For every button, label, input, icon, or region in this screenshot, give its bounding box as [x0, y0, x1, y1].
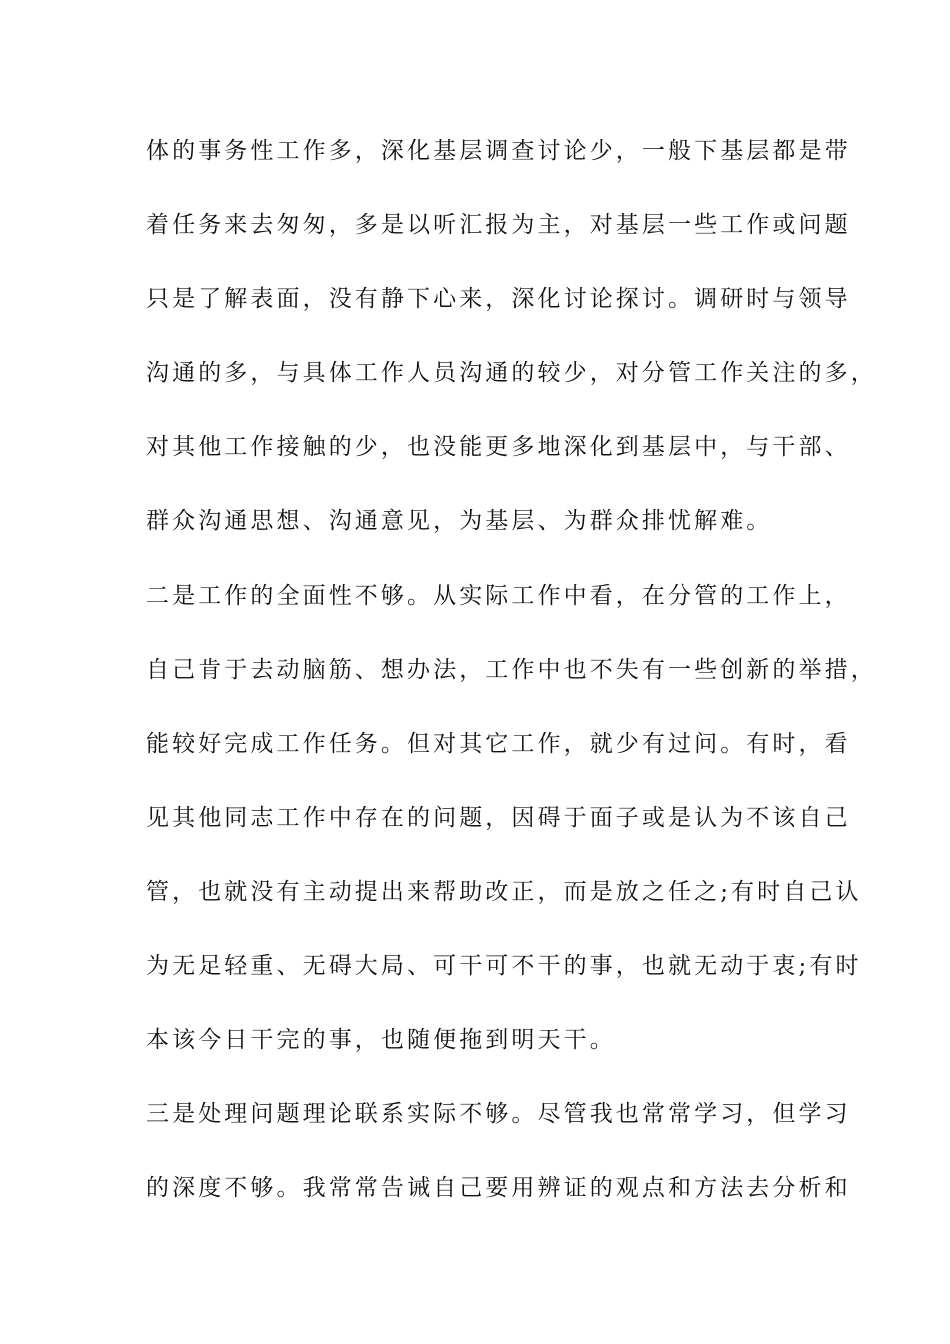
- text-line-7: 二是工作的全面性不够。从实际工作中看，在分管的工作上，: [146, 583, 851, 609]
- text-line-15: 的深度不够。我常常告诫自己要用辨证的观点和方法去分析和: [146, 1175, 851, 1201]
- text-line-12: 为无足轻重、无碍大局、可干可不干的事，也就无动于衷;有时: [146, 953, 862, 979]
- text-line-14: 三是处理问题理论联系实际不够。尽管我也常常学习，但学习: [146, 1101, 851, 1127]
- text-line-9: 能较好完成工作任务。但对其它工作，就少有过问。有时，看: [146, 731, 851, 757]
- text-line-8: 自己肯于去动脑筋、想办法，工作中也不失有一些创新的举措，: [146, 657, 877, 683]
- text-line-3: 只是了解表面，没有静下心来，深化讨论探讨。调研时与领导: [146, 286, 851, 312]
- text-line-10: 见其他同志工作中存在的问题，因碍于面子或是认为不该自己: [146, 805, 851, 831]
- text-line-11: 管，也就没有主动提出来帮助改正，而是放之任之;有时自己认: [146, 879, 862, 905]
- text-line-1: 体的事务性工作多，深化基层调查讨论少，一般下基层都是带: [146, 138, 851, 164]
- text-line-2: 着任务来去匆匆，多是以听汇报为主，对基层一些工作或问题: [146, 212, 851, 238]
- text-line-6: 群众沟通思想、沟通意见，为基层、为群众排忧解难。: [146, 508, 773, 534]
- text-line-13: 本该今日干完的事，也随便拖到明天干。: [146, 1027, 616, 1053]
- text-line-5: 对其他工作接触的少，也没能更多地深化到基层中，与干部、: [146, 434, 851, 460]
- text-line-4: 沟通的多，与具体工作人员沟通的较少，对分管工作关注的多，: [146, 360, 877, 386]
